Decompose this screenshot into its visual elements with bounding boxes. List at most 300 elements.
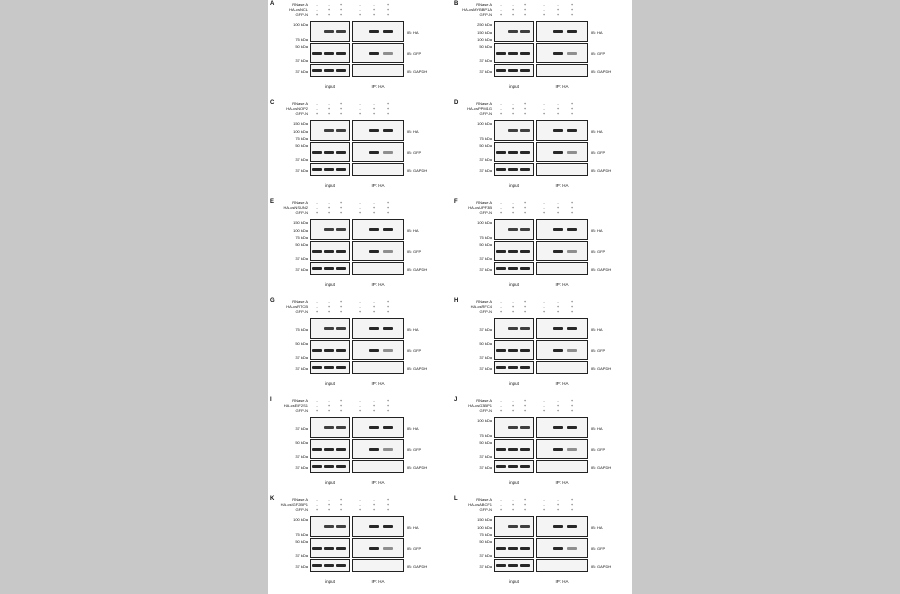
condition-value: - <box>359 101 361 106</box>
blot-band <box>553 448 563 451</box>
blot-ip-box <box>352 559 404 572</box>
condition-value: + <box>570 111 574 116</box>
blot-panel <box>270 496 446 594</box>
blot-band <box>567 228 577 231</box>
condition-label: HA-csNOP2 <box>286 106 308 111</box>
condition-value: + <box>372 106 376 111</box>
condition-value: + <box>386 12 390 17</box>
blot-band <box>324 327 334 330</box>
blot-band <box>312 250 322 253</box>
panel-letter: H <box>454 298 459 304</box>
mw-marker: 37 kDa <box>295 157 308 162</box>
condition-value: - <box>512 2 514 7</box>
condition-value: - <box>316 200 318 205</box>
blot-band <box>324 564 334 567</box>
blot-band <box>508 366 518 369</box>
immunoblot-label: IB: GAPDH <box>407 167 428 173</box>
condition-value: + <box>523 111 527 116</box>
condition-label: GFP-N <box>295 309 308 314</box>
mw-marker: 50 kDa <box>479 440 492 445</box>
blot-band <box>369 547 379 550</box>
condition-value: + <box>570 106 574 111</box>
condition-label: RNase A <box>292 101 308 106</box>
mw-marker: 150 kDa <box>477 517 492 522</box>
input-label: input <box>509 183 519 188</box>
blot-band <box>312 52 322 55</box>
panel-letter: J <box>454 397 458 403</box>
condition-label: GFP-N <box>295 210 308 215</box>
immunoblot-label: IB: GAPDH <box>407 68 428 74</box>
panel-letter: B <box>454 1 459 7</box>
condition-value: - <box>557 101 559 106</box>
blot-band <box>508 525 518 528</box>
condition-value: - <box>316 101 318 106</box>
condition-value: - <box>373 200 375 205</box>
ip-label: IP: HA <box>555 282 569 287</box>
blot-band <box>496 151 506 154</box>
condition-value: + <box>327 106 331 111</box>
blot-band <box>312 448 322 451</box>
mw-marker: 150 kDa <box>293 220 308 225</box>
condition-value: - <box>359 403 361 408</box>
blot-band <box>324 151 334 154</box>
condition-label: HA-csNSUN2 <box>283 205 308 210</box>
mw-marker: 37 kDa <box>295 464 308 470</box>
condition-value: + <box>556 507 560 512</box>
condition-value: - <box>359 497 361 502</box>
panel-letter: K <box>270 496 275 502</box>
blot-band <box>324 366 334 369</box>
blot-band <box>520 52 530 55</box>
mw-marker: 150 kDa <box>477 29 492 35</box>
blot-band <box>324 168 334 171</box>
blot-band <box>324 448 334 451</box>
blot-band <box>520 151 530 154</box>
blot-band <box>496 349 506 352</box>
blot-band <box>553 250 563 253</box>
condition-label: RNase A <box>476 398 492 403</box>
condition-label: HA-csIGF2BP1 <box>280 502 308 507</box>
condition-value: - <box>543 398 545 403</box>
mw-marker: 37 kDa <box>295 58 308 63</box>
condition-value: - <box>543 299 545 304</box>
condition-value: - <box>328 398 330 403</box>
blot-panel <box>270 100 446 198</box>
figure-page <box>268 0 632 594</box>
blot-band <box>508 129 518 132</box>
mw-marker: 37 kDa <box>295 365 308 371</box>
blot-band <box>520 448 530 451</box>
condition-value: + <box>358 408 362 413</box>
condition-value: - <box>543 2 545 7</box>
condition-value: - <box>500 200 502 205</box>
blot-band <box>312 168 322 171</box>
panel-letter: F <box>454 199 458 205</box>
immunoblot-label: IB: GFP <box>591 249 606 254</box>
mw-marker: 75 kDa <box>295 532 308 537</box>
blot-band <box>496 52 506 55</box>
condition-value: + <box>556 403 560 408</box>
condition-value: + <box>570 309 574 314</box>
blot-ip-box <box>536 64 588 77</box>
condition-label: RNase A <box>292 497 308 502</box>
blot-band <box>508 267 518 270</box>
blot-band <box>383 151 393 154</box>
blot-band <box>508 564 518 567</box>
input-label: input <box>325 183 335 188</box>
condition-value: + <box>315 309 319 314</box>
blot-band <box>336 228 346 231</box>
blot-band <box>336 349 346 352</box>
condition-value: + <box>556 210 560 215</box>
immunoblot-label: IB: GFP <box>591 51 606 56</box>
blot-band <box>324 525 334 528</box>
condition-label: GFP-N <box>479 12 492 17</box>
condition-value: - <box>316 497 318 502</box>
mw-marker: 75 kDa <box>295 37 308 42</box>
blot-band <box>553 228 563 231</box>
blot-panel <box>270 298 446 396</box>
mw-marker: 100 kDa <box>477 220 492 225</box>
immunoblot-label: IB: GAPDH <box>591 563 612 569</box>
condition-value: - <box>543 200 545 205</box>
blot-band <box>553 426 563 429</box>
blot-band <box>508 448 518 451</box>
mw-marker: 37 kDa <box>479 365 492 371</box>
ip-label: IP: HA <box>555 84 569 89</box>
condition-value: - <box>359 200 361 205</box>
blot-band <box>383 448 393 451</box>
condition-value: - <box>359 304 361 309</box>
condition-value: + <box>327 403 331 408</box>
input-label: input <box>325 579 335 584</box>
condition-value: - <box>543 101 545 106</box>
condition-label: HA-csRFC4 <box>470 304 492 309</box>
condition-label: RNase A <box>476 101 492 106</box>
condition-value: - <box>512 398 514 403</box>
mw-marker: 50 kDa <box>479 341 492 346</box>
condition-value: - <box>359 2 361 7</box>
condition-value: + <box>327 507 331 512</box>
blot-band <box>336 465 346 468</box>
condition-value: + <box>315 12 319 17</box>
condition-value: + <box>570 398 574 403</box>
condition-value: + <box>327 12 331 17</box>
blot-ip-box <box>536 460 588 473</box>
mw-marker: 50 kDa <box>295 44 308 49</box>
condition-value: + <box>570 408 574 413</box>
blot-band <box>567 547 577 550</box>
condition-value: + <box>523 502 527 507</box>
condition-value: + <box>386 7 390 12</box>
condition-label: RNase A <box>292 398 308 403</box>
mw-marker: 37 kDa <box>479 58 492 63</box>
immunoblot-label: IB: HA <box>591 326 603 332</box>
blot-band <box>369 349 379 352</box>
blot-band <box>369 228 379 231</box>
condition-label: HA-csMYBBP1A <box>462 7 492 12</box>
blot-band <box>336 267 346 270</box>
condition-value: + <box>511 205 515 210</box>
blot-band <box>553 151 563 154</box>
immunoblot-label: IB: GAPDH <box>591 464 612 470</box>
mw-marker: 75 kDa <box>479 433 492 438</box>
condition-value: + <box>339 106 343 111</box>
condition-value: + <box>339 111 343 116</box>
panel-letter: E <box>270 199 275 205</box>
blot-band <box>520 228 530 231</box>
condition-value: + <box>523 106 527 111</box>
blot-band <box>553 52 563 55</box>
blot-band <box>520 69 530 72</box>
mw-marker: 75 kDa <box>295 326 308 332</box>
condition-value: + <box>523 507 527 512</box>
condition-value: + <box>315 507 319 512</box>
mw-marker: 100 kDa <box>477 418 492 423</box>
condition-value: + <box>327 304 331 309</box>
condition-value: + <box>386 507 390 512</box>
condition-value: + <box>386 210 390 215</box>
mw-marker: 100 kDa <box>293 517 308 522</box>
condition-label: RNase A <box>476 497 492 502</box>
condition-value: - <box>316 403 318 408</box>
panel-letter: A <box>270 1 275 7</box>
condition-value: + <box>339 408 343 413</box>
blot-band <box>383 327 393 330</box>
immunoblot-label: IB: GAPDH <box>591 68 612 74</box>
condition-value: - <box>316 106 318 111</box>
blot-band <box>369 52 379 55</box>
blot-ip-box <box>536 163 588 176</box>
mw-marker: 75 kDa <box>479 532 492 537</box>
blot-band <box>520 327 530 330</box>
blot-band <box>496 448 506 451</box>
condition-value: + <box>570 304 574 309</box>
condition-value: + <box>339 210 343 215</box>
condition-value: - <box>500 403 502 408</box>
condition-value: - <box>316 205 318 210</box>
condition-value: + <box>372 403 376 408</box>
condition-value: - <box>373 2 375 7</box>
blot-band <box>369 250 379 253</box>
condition-value: - <box>512 497 514 502</box>
blot-band <box>508 327 518 330</box>
blot-band <box>312 349 322 352</box>
blot-band <box>508 426 518 429</box>
mw-marker: 75 kDa <box>479 136 492 141</box>
blot-band <box>567 250 577 253</box>
condition-label: GFP-N <box>479 408 492 413</box>
blot-band <box>496 366 506 369</box>
condition-value: + <box>372 205 376 210</box>
condition-value: - <box>557 497 559 502</box>
condition-value: + <box>511 408 515 413</box>
mw-marker: 50 kDa <box>295 341 308 346</box>
mw-marker: 50 kDa <box>479 143 492 148</box>
mw-marker: 75 kDa <box>295 136 308 141</box>
condition-value: - <box>328 299 330 304</box>
blot-band <box>567 30 577 33</box>
mw-marker: 37 kDa <box>295 167 308 173</box>
blot-band <box>508 168 518 171</box>
blot-panel <box>270 397 446 495</box>
blot-ip-box <box>352 262 404 275</box>
condition-value: + <box>542 210 546 215</box>
immunoblot-label: IB: HA <box>407 128 419 134</box>
panel-letter: C <box>270 100 275 106</box>
condition-value: - <box>328 2 330 7</box>
condition-value: - <box>316 2 318 7</box>
condition-value: + <box>570 2 574 7</box>
ip-label: IP: HA <box>371 381 385 386</box>
condition-label: HA-csG3BP1 <box>468 403 492 408</box>
blot-band <box>324 250 334 253</box>
blot-ip-box <box>352 361 404 374</box>
ip-label: IP: HA <box>555 579 569 584</box>
condition-value: + <box>523 2 527 7</box>
condition-value: - <box>543 106 545 111</box>
immunoblot-label: IB: GAPDH <box>407 266 428 272</box>
mw-marker: 37 kDa <box>479 563 492 569</box>
condition-value: + <box>523 398 527 403</box>
condition-value: + <box>327 111 331 116</box>
condition-value: + <box>542 12 546 17</box>
blot-band <box>553 129 563 132</box>
blot-band <box>324 349 334 352</box>
condition-value: + <box>339 403 343 408</box>
blot-band <box>496 547 506 550</box>
immunoblot-label: IB: HA <box>407 29 419 35</box>
blot-band <box>312 547 322 550</box>
condition-label: RNase A <box>292 299 308 304</box>
immunoblot-label: IB: HA <box>407 425 419 431</box>
blot-band <box>520 349 530 352</box>
blot-band <box>508 547 518 550</box>
blot-band <box>336 564 346 567</box>
blot-band <box>520 366 530 369</box>
mw-marker: 37 kDa <box>479 553 492 558</box>
immunoblot-label: IB: GFP <box>407 546 422 551</box>
condition-value: + <box>570 101 574 106</box>
condition-value: + <box>339 12 343 17</box>
condition-value: + <box>339 101 343 106</box>
blot-band <box>324 52 334 55</box>
blot-band <box>336 525 346 528</box>
blot-panel <box>454 397 630 495</box>
mw-marker: 50 kDa <box>479 44 492 49</box>
blot-band <box>336 30 346 33</box>
mw-marker: 37 kDa <box>479 157 492 162</box>
blot-band <box>324 30 334 33</box>
condition-value: + <box>339 7 343 12</box>
condition-value: + <box>523 200 527 205</box>
condition-value: + <box>372 309 376 314</box>
condition-value: + <box>511 309 515 314</box>
mw-marker: 150 kDa <box>293 121 308 126</box>
condition-value: + <box>570 205 574 210</box>
condition-value: + <box>570 12 574 17</box>
blot-band <box>508 30 518 33</box>
immunoblot-label: IB: GAPDH <box>591 266 612 272</box>
blot-band <box>383 349 393 352</box>
ip-label: IP: HA <box>371 480 385 485</box>
condition-value: + <box>556 309 560 314</box>
blot-panel <box>454 496 630 594</box>
condition-value: + <box>570 210 574 215</box>
blot-band <box>553 327 563 330</box>
condition-value: + <box>339 497 343 502</box>
ip-label: IP: HA <box>555 381 569 386</box>
condition-value: + <box>511 403 515 408</box>
condition-value: + <box>386 299 390 304</box>
mw-marker: 37 kDa <box>479 266 492 272</box>
blot-band <box>383 52 393 55</box>
input-label: input <box>325 282 335 287</box>
condition-value: + <box>339 507 343 512</box>
condition-value: + <box>570 497 574 502</box>
condition-value: - <box>557 299 559 304</box>
input-label: input <box>325 381 335 386</box>
blot-band <box>312 267 322 270</box>
immunoblot-label: IB: GAPDH <box>407 365 428 371</box>
immunoblot-label: IB: HA <box>407 524 419 530</box>
blot-band <box>324 267 334 270</box>
condition-value: + <box>511 12 515 17</box>
condition-value: + <box>386 403 390 408</box>
blot-band <box>567 426 577 429</box>
condition-value: + <box>570 299 574 304</box>
blot-band <box>520 129 530 132</box>
condition-value: + <box>556 111 560 116</box>
condition-value: - <box>359 502 361 507</box>
condition-value: - <box>543 403 545 408</box>
blot-band <box>312 465 322 468</box>
condition-value: + <box>358 111 362 116</box>
blot-panel <box>270 199 446 297</box>
immunoblot-label: IB: GFP <box>407 51 422 56</box>
immunoblot-label: IB: GFP <box>407 447 422 452</box>
mw-marker: 37 kDa <box>479 326 492 332</box>
blot-band <box>508 250 518 253</box>
blot-band <box>508 69 518 72</box>
condition-value: + <box>511 7 515 12</box>
blot-band <box>336 327 346 330</box>
blot-band <box>567 52 577 55</box>
condition-value: + <box>372 507 376 512</box>
mw-marker: 100 kDa <box>293 227 308 233</box>
condition-value: + <box>372 7 376 12</box>
condition-value: + <box>523 408 527 413</box>
blot-band <box>508 151 518 154</box>
mw-marker: 100 kDa <box>477 524 492 530</box>
mw-marker: 100 kDa <box>293 22 308 27</box>
condition-label: GFP-N <box>295 12 308 17</box>
mw-marker: 37 kDa <box>295 256 308 261</box>
condition-value: - <box>373 101 375 106</box>
condition-value: + <box>372 210 376 215</box>
condition-value: + <box>386 502 390 507</box>
blot-panel <box>454 199 630 297</box>
condition-value: + <box>499 408 503 413</box>
input-label: input <box>325 480 335 485</box>
mw-marker: 250 kDa <box>477 22 492 27</box>
blot-band <box>336 448 346 451</box>
blot-band <box>553 30 563 33</box>
condition-value: + <box>386 398 390 403</box>
condition-value: + <box>339 502 343 507</box>
blot-band <box>520 426 530 429</box>
condition-value: + <box>372 502 376 507</box>
